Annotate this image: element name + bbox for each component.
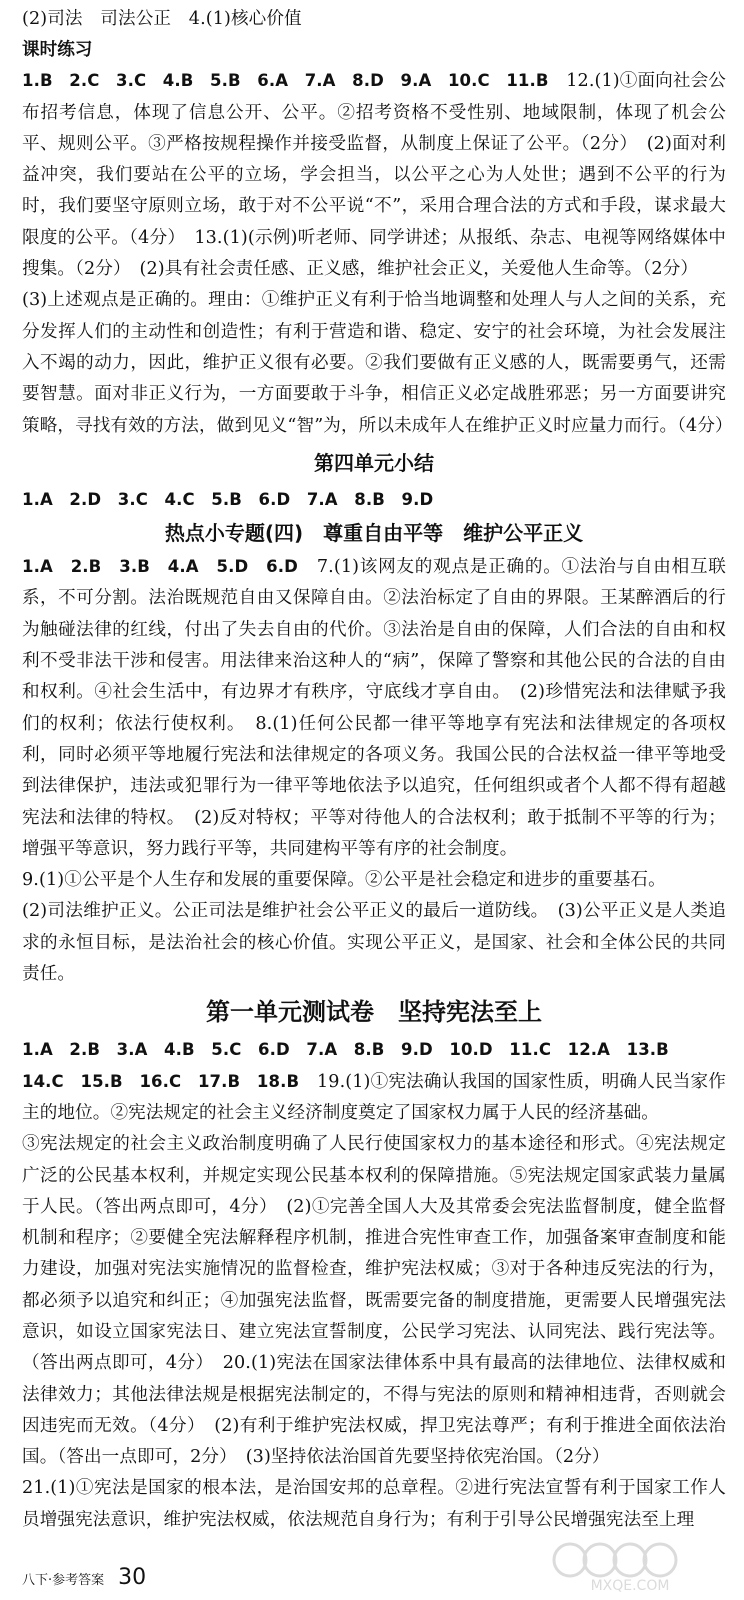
hot-topic-answers (22, 551, 726, 865)
footer-label: 八下·参考答案 (22, 1573, 105, 1588)
hot-topic-q9: 9.(1)①公平是个人生存和发展的重要保障。②公平是社会稳定和进步的重要基石。 (22, 870, 666, 891)
unit1-test-mc-row1: 1.A 2.B 3.A 4.B 5.C 6.D 7.A 8.B 9.D 10.D 11.C 12.A 13.B (22, 1040, 669, 1060)
page-footer (22, 1565, 146, 1590)
practice-text: 12.(1)①面向社会公布招考信息，体现了信息公开、公平。②招考资格不受性别、地域限制，体现了机会公平、规则公平。③严格按规程操作并接受监督，从制度上保证了公平。（2分） (2)面对利益冲突，我们要站在公平的立场，学会担当，以公平之心为人处世；遇到不公平的行为时，我们要坚守原则立场，敢于对不公平说“不”，采用合理合法的方式和手段，谋求最大限度的公平。（4分） 13.(1)(示例)听老师、同学讲述；从报纸、杂志、电视等网络媒体中搜集。（2分） (2)具有社会责任感、正义感，维护社会正义，关爱他人生命等。（2分） (22, 71, 726, 280)
section-title-hot-topic4: 热点小专题(四) 尊重自由平等 维护公平正义 (164, 521, 584, 546)
answer-line: (2)司法 司法公正 4.(1)核心价值 (22, 9, 302, 29)
practice-answers (22, 65, 726, 285)
mc-answers: 1.A 2.B 3.B 4.A 5.D 6.D (22, 557, 298, 577)
section-label-practice: 课时练习 (22, 39, 93, 61)
watermark-text: MXQE.COM (590, 1578, 670, 1594)
watermark-logo (530, 1538, 730, 1594)
mc-answers: 1.B 2.C 3.C 4.B 5.B 6.A 7.A 8.D 9.A 10.C 11.B (22, 71, 549, 91)
mc-answers: 14.C 15.B 16.C 17.B 18.B (22, 1071, 300, 1091)
hot-topic-text: 7.(1)该网友的观点是正确的。①法治与自由相互联系，不可分割。法治既规范自由又保障自由。②法治标定了自由的界限。王某醉酒后的行为触碰法律的红线，付出了失去自由的代价。③法治是自由的保障，人们合法的自由和权利不受非法干涉和侵害。用法律来治这种人的“病”，保障了警察和其他公民的合法的自由和权利。④社会生活中，有边界才有秩序，守底线才享自由。 (2)珍惜宪法和法律赋予我们的权利；依法行使权利。 8.(1)任何公民都一律平等地享有宪法和法律规定的各项权利，同时必须平等地履行宪法和法律规定的各项义务。我国公民的合法权益一律平等地受到法律保护，违法或犯罪行为一律平等地依法予以追究，任何组织或者个人都不得有超越宪法和法律的特权。 (2)反对特权；平等对待他人的合法权利；敢于抵制不平等的行为；增强平等意识，努力践行平等，共同建构平等有序的社会制度。 (22, 557, 726, 859)
section-title-unit1-test: 第一单元测试卷 坚持宪法至上 (206, 998, 542, 1027)
unit1-test-q21: 21.(1)①宪法是国家的根本法，是治国安邦的总章程。②进行宪法宣誓有利于国家工作人员增强宪法意识，维护宪法权威，依法规范自身行为；有利于引导公民增强宪法至上理 (22, 1478, 726, 1530)
unit1-test-text-cont: ③宪法规定的社会主义政治制度明确了人民行使国家权力的基本途径和形式。④宪法规定广泛的公民基本权利，并规定实现公民基本权利的保障措施。⑤宪法规定国家武装力量属于人民。（答出两点即可，4分） (2)①完善全国人大及其常委会宪法监督制度，健全监督机制和程序；②要健全宪法解释程序机制，推进合宪性审查工作，加强备案审查制度和能力建设，加强对宪法实施情况的监督检查，维护宪法权威；③对于各种违反宪法的行为，都必须予以追究和纠正；④加强宪法监督，既需要完备的制度措施，更需要人民增强宪法意识，如设立国家宪法日、建立宪法宣誓制度，公民学习宪法、认同宪法、践行宪法等。（答出两点即可，4分） 20.(1)宪法在国家法律体系中具有最高的法律地位、法律权威和法律效力；其他法律法规是根据宪法制定的，不得与宪法的原则和精神相违背，否则就会因违宪而无效。（4分） (2)有利于维护宪法权威，捍卫宪法尊严；有利于推进全面依法治国。（答出一点即可，2分） (3)坚持依法治国首先要坚持依宪治国。（2分） (22, 1134, 726, 1468)
page-number: 30 (118, 1565, 147, 1590)
unit1-test-answers (22, 1066, 726, 1130)
hot-topic-q9-cont: (2)司法维护正义。公正司法是维护社会公平正义的最后一道防线。 (3)公平正义是人类追求的永恒目标，是法治社会的核心价值。实现公平正义，是国家、社会和全体公民的共同责任。 (22, 901, 726, 985)
unit1-test-text: 19.(1)①宪法确认我国的国家性质，明确人民当家作主的地位。②宪法规定的社会主义经济制度奠定了国家权力属于人民的经济基础。 (22, 1071, 726, 1123)
unit4-summary-answers: 1.A 2.D 3.C 4.C 5.B 6.D 7.A 8.B 9.D (22, 489, 434, 509)
section-title-unit4-summary: 第四单元小结 (314, 450, 434, 475)
practice-answers-cont: (3)上述观点是正确的。理由：①维护正义有利于恰当地调整和处理人与人之间的关系，充分发挥人们的主动性和创造性；有利于营造和谐、稳定、安宁的社会环境，为社会发展注入不竭的动力，因此，维护正义很有必要。②我们要做有正义感的人，既需要勇气，还需要智慧。面对非正义行为，一方面要敢于斗争，相信正义必定战胜邪恶；另一方面要讲究策略，寻找有效的方法，做到见义“智”为，所以未成年人在维护正义时应量力而行。（4分） (22, 290, 733, 436)
